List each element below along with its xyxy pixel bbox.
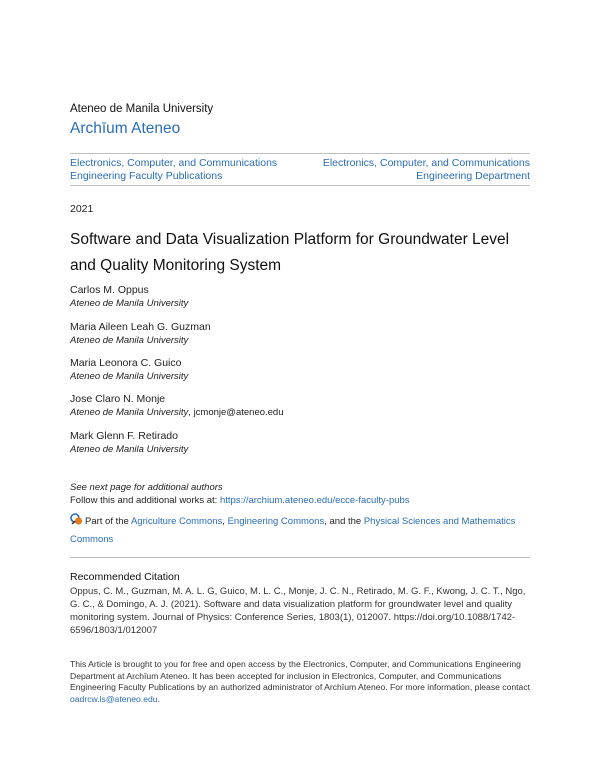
author-affiliation: Ateneo de Manila University xyxy=(70,298,189,309)
author-block xyxy=(70,357,188,383)
author-name: Carlos M. Oppus xyxy=(70,284,149,296)
footer-end: . xyxy=(157,693,160,704)
physical-sciences-commons-link[interactable]: Physical Sciences and Mathematics Commons xyxy=(70,516,516,545)
collection-right-line-1[interactable]: Electronics, Computer, and Communications xyxy=(322,157,530,169)
author-name: Jose Claro N. Monje xyxy=(70,393,166,405)
author-affiliation: Ateneo de Manila University xyxy=(70,371,189,382)
follow-line xyxy=(70,495,410,506)
author-affiliation: Ateneo de Manila University xyxy=(70,444,189,455)
author-email: , jcmonje@ateneo.edu xyxy=(188,407,284,418)
part-of-sep-1: , xyxy=(222,516,228,527)
collection-left-line-1[interactable]: Electronics, Computer, and Communications xyxy=(70,157,278,169)
collection-right-line-2[interactable]: Engineering Department xyxy=(416,170,530,182)
author-affiliation: Ateneo de Manila University xyxy=(70,407,189,418)
collection-left xyxy=(70,157,277,183)
author-block xyxy=(70,321,211,347)
author-affiliation: Ateneo de Manila University xyxy=(70,335,189,346)
part-of-prefix: Part of the xyxy=(85,516,131,527)
author-name: Maria Aileen Leah G. Guzman xyxy=(70,321,211,333)
article-title: Software and Data Visualization Platform for Groundwater Level and Quality Monitoring System xyxy=(70,231,510,274)
follow-link[interactable]: https://archium.ateneo.edu/ecce-faculty-pubs xyxy=(219,495,410,506)
follow-text: Follow this and additional works at: xyxy=(70,495,220,506)
part-of-sep-2: , and the xyxy=(324,516,364,527)
citation-heading: Recommended Citation xyxy=(70,571,180,583)
more-authors-note: See next page for additional authors xyxy=(70,482,223,493)
author-block xyxy=(70,284,188,310)
repository-link[interactable]: Archīum Ateneo xyxy=(70,120,181,137)
commons-icon xyxy=(70,516,85,527)
author-name: Maria Leonora C. Guico xyxy=(70,357,182,369)
top-divider xyxy=(70,153,530,154)
part-of-line xyxy=(70,513,530,549)
author-block xyxy=(70,393,284,419)
citation-text: Oppus, C. M., Guzman, M. A. L. G, Guico, M. L. C., Monje, J. C. N., Retirado, M. G. F., Kwong, J. C. T., Ngo, G. C., & Domingo, A. J. (2021). Software and data visualization platform for groundwater level and quality monitoring system. Journal of Physics: Conference Series, 1803(1), 012007. https://doi.org/10.1088/1742-6596/1803/1/012007 xyxy=(70,586,526,636)
author-name: Mark Glenn F. Retirado xyxy=(70,430,178,442)
collection-left-line-2[interactable]: Engineering Faculty Publications xyxy=(70,170,223,182)
citation-divider xyxy=(70,557,530,558)
header-divider xyxy=(70,185,530,186)
footer-text: This Article is brought to you for free and open access by the Electronics, Computer, and Communications Engineering Department at Archīum Ateneo. It has been accepted for inclusion in Electronics, Computer, and Communications Engineering Faculty Publications by an authorized administrator of Archīum Ateneo. For more information, please contact xyxy=(70,659,531,692)
agriculture-commons-link[interactable]: Agriculture Commons xyxy=(130,516,223,527)
footer-note xyxy=(70,659,530,705)
publication-year: 2021 xyxy=(70,203,94,215)
university-name: Ateneo de Manila University xyxy=(70,103,214,115)
collection-right xyxy=(323,157,530,183)
engineering-commons-link[interactable]: Engineering Commons xyxy=(227,516,325,527)
contact-email-link[interactable]: oadrcw.ls@ateneo.edu xyxy=(70,693,158,704)
author-block xyxy=(70,430,188,456)
